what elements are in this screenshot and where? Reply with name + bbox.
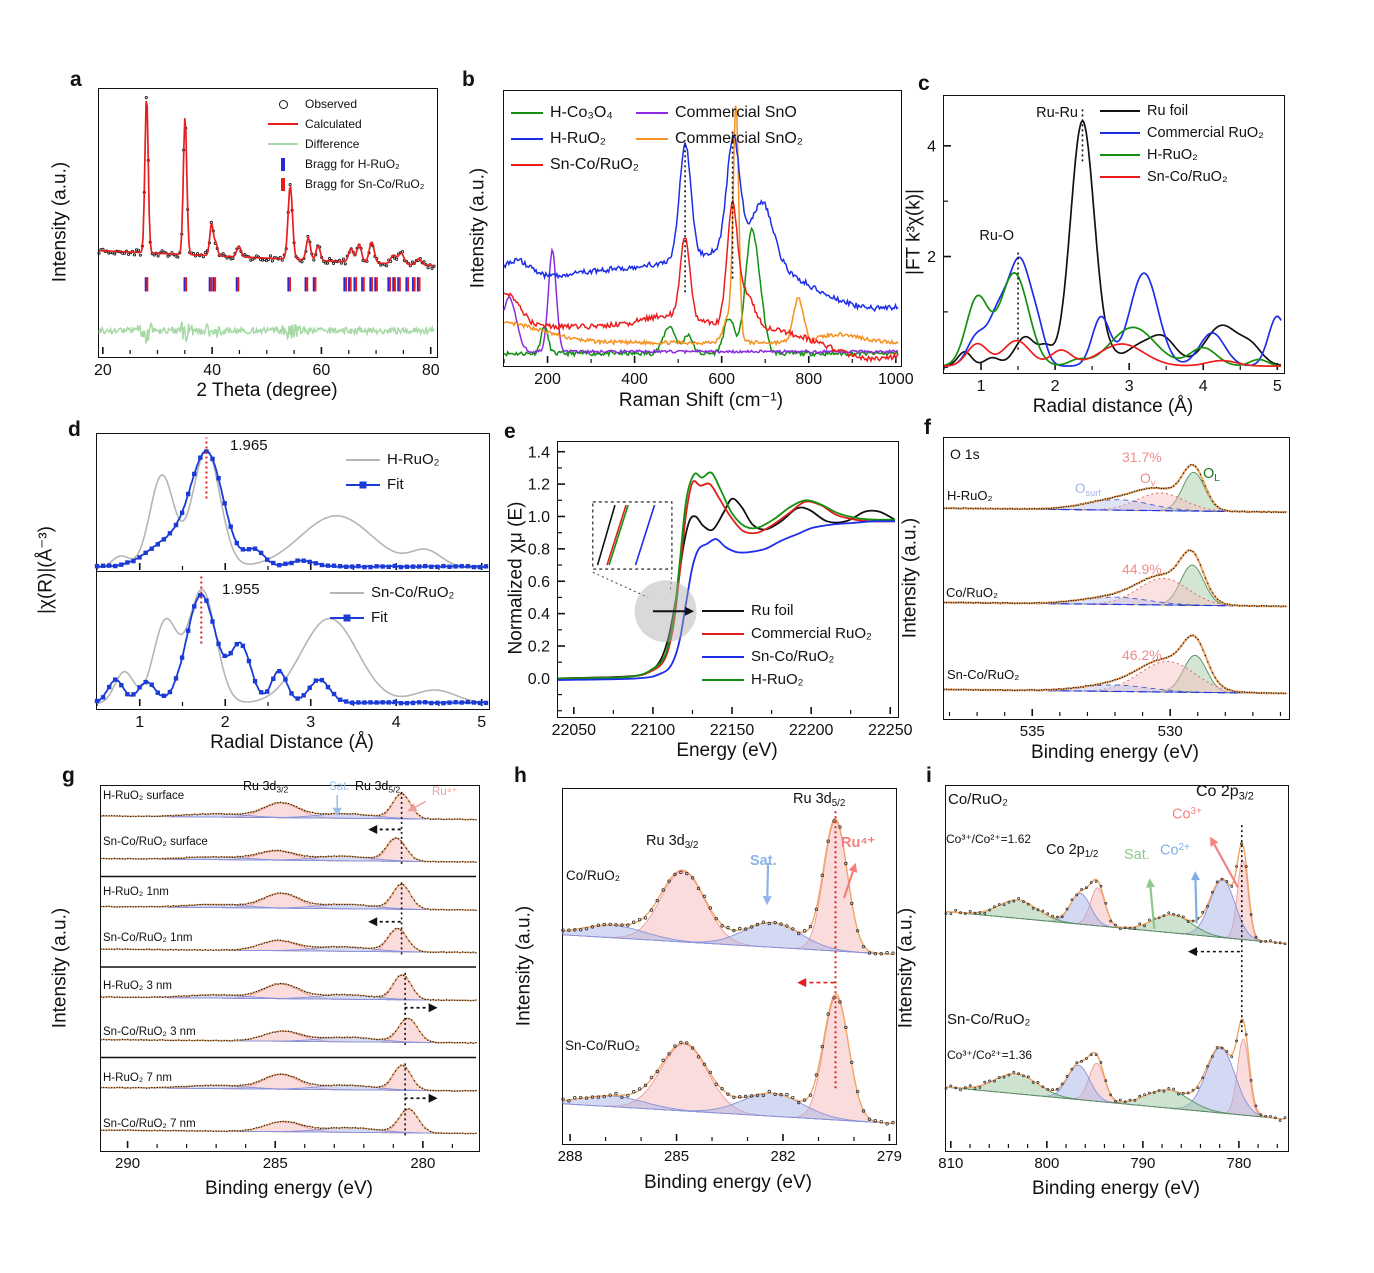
osurf-annotation: $O_{surf}$ xyxy=(1075,481,1101,498)
panel-h-label: h xyxy=(514,764,527,787)
line-swatch-icon xyxy=(702,656,744,658)
legend-label: Commercial SnO xyxy=(675,104,797,121)
panel-a-xlabel: 2 Theta (degree) xyxy=(196,380,338,401)
trace-label: Sn-Co/RuO₂ 7 nm xyxy=(103,1118,196,1130)
svg-text:20: 20 xyxy=(93,362,112,379)
co2-annotation: $Co^{2+}$ xyxy=(1160,842,1190,859)
svg-text:1.0: 1.0 xyxy=(527,509,550,527)
svg-text:400: 400 xyxy=(621,371,648,388)
svg-text:1000: 1000 xyxy=(878,371,914,388)
legend-label: H-Co₃O₄ xyxy=(550,104,613,121)
ol-annotation: $O_L$ xyxy=(1203,466,1220,485)
panel-h-ylabel: Intensity (a.u.) xyxy=(513,905,535,1027)
panel-e-xlabel: Energy (eV) xyxy=(676,740,778,761)
legend-item xyxy=(1100,166,1264,188)
svg-text:800: 800 xyxy=(795,371,823,388)
co2p32-annotation: Co $2p_{3/2}$ xyxy=(1196,783,1254,803)
svg-text:4: 4 xyxy=(391,714,401,731)
panel-e-ylabel: Normalized χμ (E) xyxy=(505,501,527,655)
observed-marker-icon xyxy=(279,100,288,109)
svg-text:1.2: 1.2 xyxy=(527,476,550,494)
svg-text:80: 80 xyxy=(421,362,440,379)
peak-value-top: 1.965 xyxy=(230,437,268,454)
o1s-annotation: O 1s xyxy=(950,446,980,462)
svg-text:0.6: 0.6 xyxy=(527,573,550,591)
trace-label: Sn-Co/RuO₂ 3 nm xyxy=(103,1026,196,1038)
legend-label: Ru foil xyxy=(1147,103,1189,119)
legend-item xyxy=(702,668,872,691)
trace-label-hruo2: H-RuO₂ xyxy=(947,488,993,503)
legend-label: Observed xyxy=(305,97,358,111)
legend-item xyxy=(1100,122,1264,144)
line-swatch-icon xyxy=(346,459,380,461)
legend-item xyxy=(268,94,424,114)
panel-f-xlabel: Binding energy (eV) xyxy=(1031,742,1199,763)
ru3d32-annotation: Ru $3d_{3/2}$ xyxy=(243,779,289,795)
ru3d32-annotation: Ru $3d_{3/2}$ xyxy=(646,833,699,852)
legend-label: Difference xyxy=(305,137,360,151)
legend-label: Bragg for Sn-Co/RuO₂ xyxy=(305,177,425,191)
ru4-annotation: Ru⁴⁺ xyxy=(841,835,876,851)
legend-b-col2 xyxy=(636,100,803,152)
trace-label: H-RuO₂ 3 nm xyxy=(103,980,173,992)
svg-text:790: 790 xyxy=(1130,1155,1156,1172)
panel-b-label: b xyxy=(462,68,475,91)
legend-a xyxy=(268,94,424,194)
trace-label-coruo2: Co/RuO₂ xyxy=(566,868,621,883)
trace-label: Sn-Co/RuO₂ 1nm xyxy=(103,932,193,944)
svg-text:4: 4 xyxy=(1198,378,1208,395)
svg-text:280: 280 xyxy=(410,1155,436,1172)
svg-text:200: 200 xyxy=(534,371,561,388)
legend-label: Commercial SnO₂ xyxy=(675,130,804,147)
legend-label: Sn-Co/RuO₂ xyxy=(550,156,639,173)
svg-text:800: 800 xyxy=(1034,1155,1060,1172)
svg-text:282: 282 xyxy=(770,1148,796,1165)
ru4-annotation: Ru⁴⁺ xyxy=(432,786,458,798)
svg-text:3: 3 xyxy=(1124,378,1134,395)
trace-label-coruo2: Co/RuO₂ xyxy=(946,585,999,600)
svg-text:0.0: 0.0 xyxy=(527,670,550,688)
legend-item xyxy=(330,605,454,630)
legend-c xyxy=(1100,100,1264,188)
line-swatch-icon xyxy=(702,633,744,635)
legend-item xyxy=(636,126,803,152)
legend-item xyxy=(346,472,440,497)
panel-e-label: e xyxy=(504,420,516,443)
svg-text:780: 780 xyxy=(1226,1155,1252,1172)
panel-c-label: c xyxy=(918,72,930,95)
legend-b-col1 xyxy=(511,100,639,178)
svg-text:535: 535 xyxy=(1019,723,1045,740)
panel-i-label: i xyxy=(926,764,932,787)
ru3d52-annotation: Ru $3d_{5/2}$ xyxy=(355,779,401,795)
fit-marker-icon xyxy=(344,614,351,621)
line-swatch-icon xyxy=(1100,110,1140,112)
legend-label: H-RuO₂ xyxy=(751,671,804,688)
panel-h-xlabel: Binding energy (eV) xyxy=(644,1172,812,1193)
trace-label-sncoruo2: Sn-Co/RuO₂ xyxy=(947,1011,1031,1028)
fit-marker-icon xyxy=(360,481,367,488)
legend-item xyxy=(1100,144,1264,166)
legend-item xyxy=(702,599,872,622)
line-swatch-icon xyxy=(636,138,668,140)
svg-text:290: 290 xyxy=(115,1155,141,1172)
line-swatch-icon xyxy=(330,592,364,594)
sat-annotation: Sat. xyxy=(329,781,350,793)
legend-label: Commercial RuO₂ xyxy=(751,625,872,642)
ru-ru-annotation: Ru-Ru xyxy=(1036,105,1078,121)
svg-text:5: 5 xyxy=(1272,378,1282,395)
line-swatch-icon xyxy=(636,112,668,114)
panel-i-xlabel: Binding energy (eV) xyxy=(1032,1178,1200,1199)
legend-item xyxy=(636,100,803,126)
legend-label: Sn-Co/RuO₂ xyxy=(1147,169,1228,185)
svg-text:1.4: 1.4 xyxy=(527,444,550,462)
legend-d-top xyxy=(346,447,440,497)
legend-item xyxy=(702,645,872,668)
legend-label: H-RuO₂ xyxy=(387,451,440,468)
ov-percent-3: 46.2% xyxy=(1122,647,1162,663)
co3-annotation: $Co^{3+}$ xyxy=(1172,806,1202,823)
legend-item xyxy=(268,174,424,194)
legend-label: Fit xyxy=(387,476,404,493)
ov-percent-2: 44.9% xyxy=(1122,561,1162,577)
svg-text:22250: 22250 xyxy=(868,722,913,739)
trace-label-sncoruo2: Sn-Co/RuO₂ xyxy=(947,667,1020,682)
svg-text:22200: 22200 xyxy=(788,722,834,739)
trace-label-sncoruo2: Sn-Co/RuO₂ xyxy=(565,1038,641,1053)
svg-text:22150: 22150 xyxy=(709,722,755,739)
svg-text:4: 4 xyxy=(927,138,936,156)
svg-text:285: 285 xyxy=(262,1155,288,1172)
legend-label: Ru foil xyxy=(751,602,794,619)
panel-d-ylabel: |χ(R)|(Å⁻³) xyxy=(35,526,57,614)
legend-label: Bragg for H-RuO₂ xyxy=(305,157,400,171)
line-swatch-icon xyxy=(511,138,543,140)
svg-text:810: 810 xyxy=(938,1155,964,1172)
legend-item xyxy=(268,114,424,134)
panel-g-ylabel: Intensity (a.u.) xyxy=(49,907,71,1029)
line-swatch-icon xyxy=(511,164,543,166)
ru-o-annotation: Ru-O xyxy=(979,228,1014,244)
legend-item xyxy=(511,100,639,126)
svg-text:22050: 22050 xyxy=(551,722,597,739)
panel-b-xlabel: Raman Shift (cm⁻¹) xyxy=(618,390,784,411)
trace-label: H-RuO₂ 7 nm xyxy=(103,1072,173,1084)
legend-e xyxy=(702,599,872,691)
panel-a-label: a xyxy=(70,68,82,91)
legend-item xyxy=(1100,100,1264,122)
trace-label: Sn-Co/RuO₂ surface xyxy=(103,836,208,848)
svg-text:279: 279 xyxy=(876,1148,902,1165)
line-swatch-icon xyxy=(1100,132,1140,134)
legend-item xyxy=(330,580,454,605)
svg-text:285: 285 xyxy=(664,1148,690,1165)
sat-annotation: Sat. xyxy=(1124,847,1150,863)
legend-label: H-RuO₂ xyxy=(550,130,606,147)
ru3d52-annotation: Ru $3d_{5/2}$ xyxy=(793,791,846,810)
co2p12-annotation: Co $2p_{1/2}$ xyxy=(1046,842,1099,861)
line-swatch-icon xyxy=(702,610,744,612)
peak-value-bottom: 1.955 xyxy=(222,581,260,598)
svg-text:0.2: 0.2 xyxy=(527,638,550,656)
panel-d-xlabel: Radial Distance (Å) xyxy=(210,732,374,753)
legend-d-bottom xyxy=(330,580,454,630)
line-swatch-icon xyxy=(511,112,543,114)
legend-item xyxy=(268,134,424,154)
svg-text:530: 530 xyxy=(1157,723,1183,740)
svg-text:3: 3 xyxy=(306,714,316,731)
ov-annotation: $O_v$ xyxy=(1140,470,1156,490)
svg-text:2: 2 xyxy=(220,714,230,731)
panel-d-label: d xyxy=(68,418,81,441)
svg-text:60: 60 xyxy=(312,362,331,379)
legend-label: Sn-Co/RuO₂ xyxy=(751,648,835,665)
legend-item xyxy=(702,622,872,645)
panel-i-ylabel: Intensity (a.u.) xyxy=(895,907,917,1029)
legend-label: H-RuO₂ xyxy=(1147,147,1198,163)
panel-c-ylabel: |FT k³χ(k)| xyxy=(903,189,925,275)
panel-a-ylabel: Intensity (a.u.) xyxy=(49,161,71,283)
panel-f-label: f xyxy=(924,416,931,439)
trace-label-coruo2: Co/RuO₂ xyxy=(948,791,1009,808)
ratio-coruo2: Co³⁺/Co²⁺=1.62 xyxy=(946,832,1032,846)
legend-label: Calculated xyxy=(305,117,362,131)
svg-text:40: 40 xyxy=(203,362,222,379)
line-swatch-icon xyxy=(1100,154,1140,156)
svg-text:2: 2 xyxy=(927,249,936,267)
svg-text:2: 2 xyxy=(1050,378,1060,395)
svg-text:0.4: 0.4 xyxy=(527,606,550,624)
panel-c-xlabel: Radial distance (Å) xyxy=(1032,396,1194,417)
bragg-tick-icon xyxy=(281,158,284,171)
trace-label: H-RuO₂ 1nm xyxy=(103,886,169,898)
svg-text:22100: 22100 xyxy=(630,722,676,739)
panel-g-label: g xyxy=(62,764,75,787)
calculated-line-icon xyxy=(268,123,298,125)
legend-item xyxy=(346,447,440,472)
svg-text:1: 1 xyxy=(135,714,145,731)
legend-item xyxy=(511,152,639,178)
trace-label: H-RuO₂ surface xyxy=(103,790,185,802)
difference-line-icon xyxy=(268,143,298,145)
ov-percent-1: 31.7% xyxy=(1122,449,1162,465)
panel-f-ylabel: Intensity (a.u.) xyxy=(899,517,921,639)
legend-label: Sn-Co/RuO₂ xyxy=(371,584,455,601)
bragg-tick-icon xyxy=(281,178,284,191)
sat-annotation: Sat. xyxy=(750,853,777,869)
legend-label: Commercial RuO₂ xyxy=(1147,125,1264,141)
legend-label: Fit xyxy=(371,609,388,626)
panel-g-xlabel: Binding energy (eV) xyxy=(205,1178,373,1199)
svg-text:5: 5 xyxy=(477,714,487,731)
legend-item xyxy=(268,154,424,174)
panel-b-ylabel: Intensity (a.u.) xyxy=(467,167,489,289)
svg-text:288: 288 xyxy=(557,1148,583,1165)
legend-item xyxy=(511,126,639,152)
line-swatch-icon xyxy=(702,679,744,681)
ratio-sncoruo2: Co³⁺/Co²⁺=1.36 xyxy=(947,1048,1033,1062)
svg-text:0.8: 0.8 xyxy=(527,541,550,559)
svg-text:600: 600 xyxy=(708,371,736,388)
svg-text:1: 1 xyxy=(976,378,986,395)
line-swatch-icon xyxy=(1100,176,1140,178)
